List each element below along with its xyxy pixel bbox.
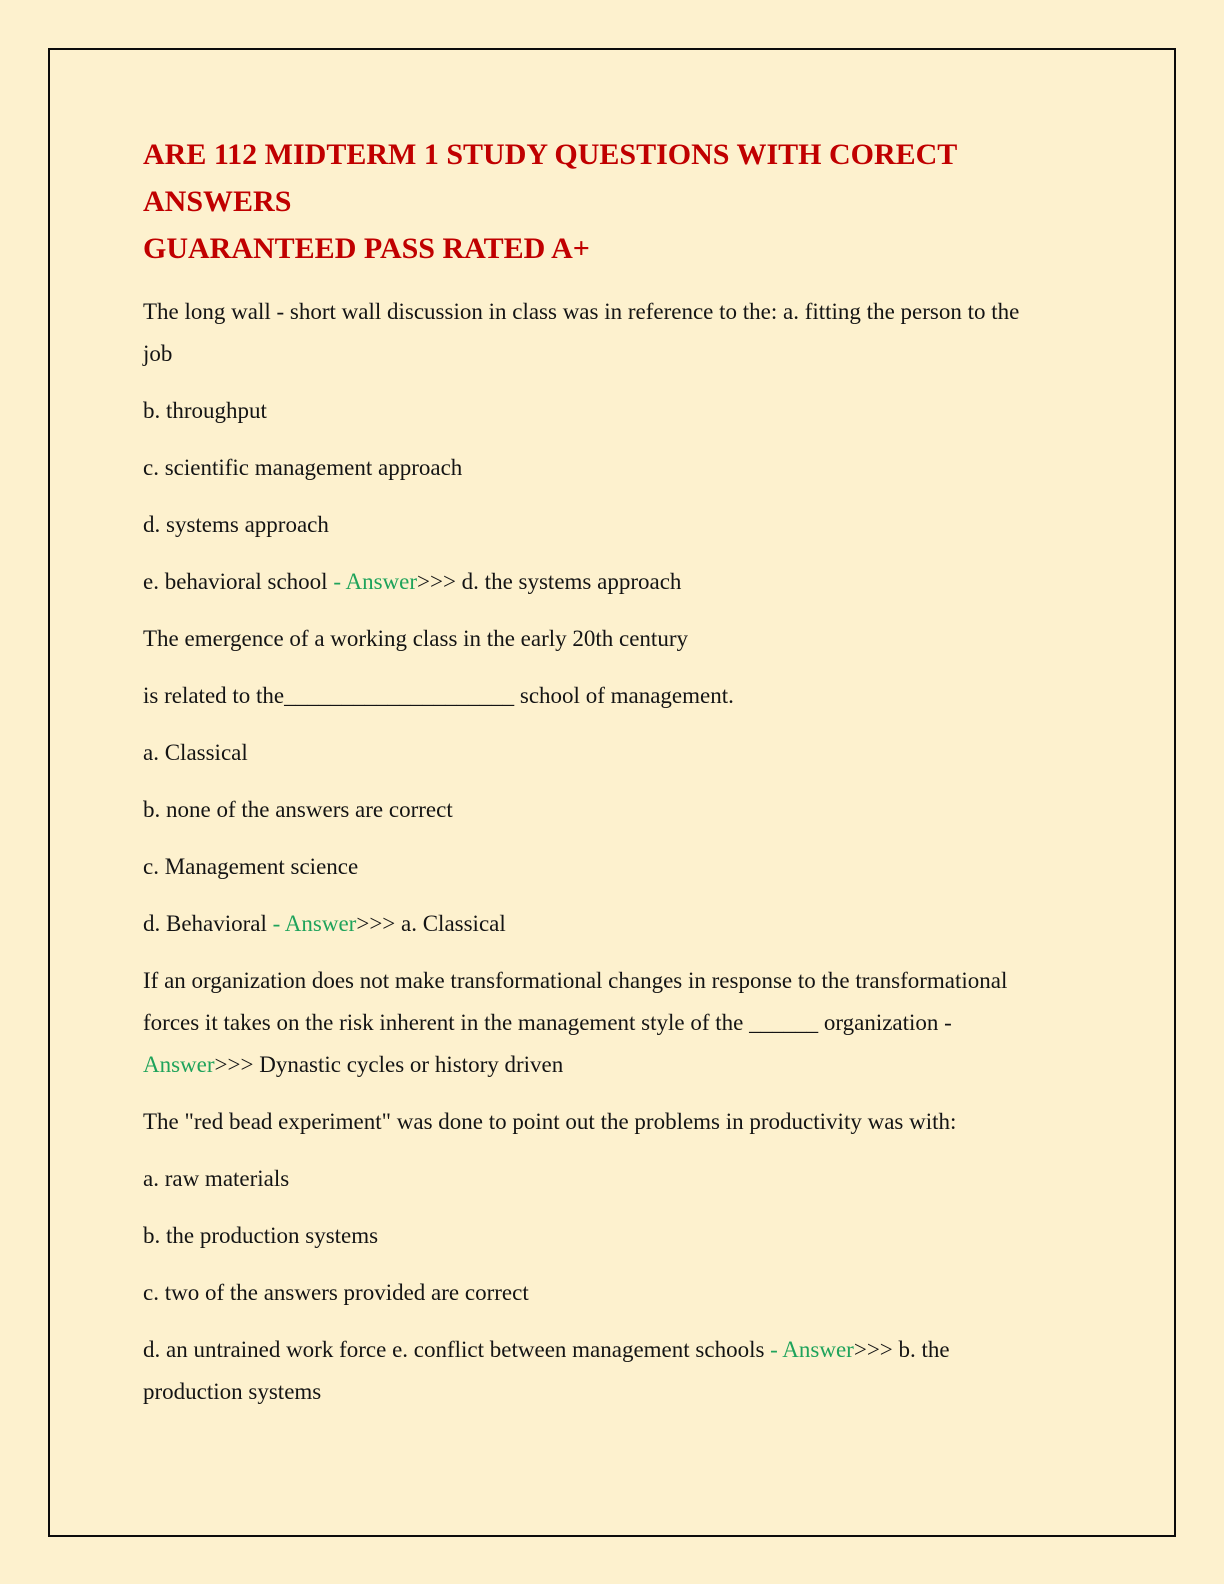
text-segment: b. none of the answers are correct [143,797,453,822]
text-segment: d. systems approach [143,512,329,537]
text-segment: a. raw materials [143,1166,290,1191]
paragraph [143,447,1095,489]
answer-label: - Answer [770,1337,854,1362]
text-segment: The "red bead experiment" was done to point out the problems in productivity was with: [143,1109,957,1134]
text-line [143,1371,1095,1413]
text-line [143,333,1095,375]
paragraph [143,561,1095,603]
answer-label: - Answer [272,911,357,936]
document-title [143,131,1095,272]
text-line [143,447,1095,489]
text-segment: d. Behavioral [143,911,273,936]
answer-label: - Answer [333,569,418,594]
paragraph [143,1272,1095,1314]
document-title-line-2: GUARANTEED PASS RATED A+ [143,232,590,265]
text-line [143,291,1095,333]
text-line [143,1044,1095,1086]
text-segment: forces it takes on the risk inherent in the management style of the ______ organization - [143,1010,952,1035]
paragraph [143,1329,1095,1413]
text-line [143,789,1095,831]
text-segment: d. an untrained work force e. conflict between management schools [143,1337,771,1362]
text-line [143,1272,1095,1314]
paragraph [143,1215,1095,1257]
text-segment: c. scientific management approach [143,455,463,480]
document-content [143,131,1095,1428]
paragraph [143,504,1095,546]
document-body [143,291,1095,1413]
text-line [143,846,1095,888]
text-line [143,903,1095,945]
text-segment: >>> b. the [853,1337,950,1362]
text-line [143,1158,1095,1200]
paragraph [143,618,1095,660]
text-line [143,1101,1095,1143]
text-segment: e. behavioral school [143,569,334,594]
document-title-line-1: ARE 112 MIDTERM 1 STUDY QUESTIONS WITH CORECT ANSWERS [143,138,963,218]
text-segment: c. two of the answers provided are correct [143,1280,529,1305]
paragraph [143,789,1095,831]
text-segment: If an organization does not make transformational changes in response to the transformational [143,968,1008,993]
text-segment: The emergence of a working class in the early 20th century [143,626,688,651]
paragraph [143,903,1095,945]
paragraph [143,960,1095,1086]
text-segment: job [143,341,173,366]
text-line [143,390,1095,432]
text-line [143,960,1095,1002]
text-line [143,561,1095,603]
text-segment: >>> a. Classical [356,911,506,936]
text-line [143,675,1095,717]
text-segment: a. Classical [143,740,248,765]
paragraph [143,1158,1095,1200]
paragraph [143,732,1095,774]
text-line [143,1215,1095,1257]
text-line [143,504,1095,546]
text-segment: c. Management science [143,854,359,879]
text-line [143,732,1095,774]
paragraph [143,675,1095,717]
text-segment: is related to the____________________ school of management. [143,683,734,708]
text-segment: The long wall - short wall discussion in class was in reference to the: a. fitting the person to the [143,299,1020,324]
paragraph [143,1101,1095,1143]
text-segment: >>> Dynastic cycles or history driven [214,1052,564,1077]
paragraph [143,291,1095,375]
text-segment: production systems [143,1379,322,1404]
text-segment: b. the production systems [143,1223,379,1248]
text-line [143,1002,1095,1044]
text-segment: >>> d. the systems approach [417,569,682,594]
text-segment: b. throughput [143,398,267,423]
paragraph [143,390,1095,432]
answer-label: Answer [143,1052,215,1077]
text-line [143,1329,1095,1371]
paragraph [143,846,1095,888]
text-line [143,618,1095,660]
